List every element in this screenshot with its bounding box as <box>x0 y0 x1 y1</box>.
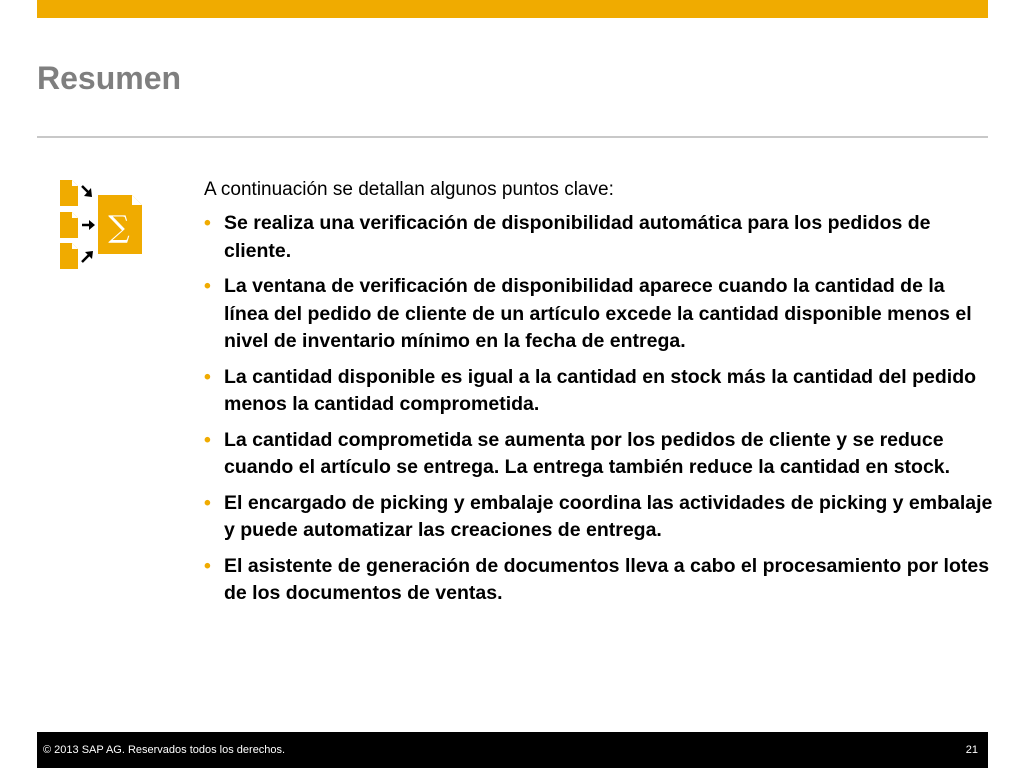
bullet-icon: • <box>204 365 211 388</box>
arrow-icon <box>82 251 93 262</box>
top-accent-bar <box>37 0 988 18</box>
list-item <box>204 427 994 482</box>
intro-text: A continuación se detallan algunos puntos clave: <box>204 179 614 200</box>
list-item <box>204 490 994 545</box>
footer-bar <box>37 732 988 768</box>
bullet-icon: • <box>204 428 211 451</box>
key-points-list <box>204 210 994 608</box>
document-fold <box>72 180 78 186</box>
list-item <box>204 553 994 608</box>
bullet-icon: • <box>204 554 211 577</box>
documents-summation-graphic <box>52 176 152 276</box>
document-fold <box>72 212 78 218</box>
content-area <box>204 176 994 616</box>
page-number: 21 <box>965 744 978 756</box>
copyright-text: © 2013 SAP AG. Reservados todos los derechos. <box>43 744 286 756</box>
list-item-text: El asistente de generación de documentos lleva a cabo el procesamiento por lotes de los documentos de ventas. <box>224 554 990 604</box>
list-item-text: El encargado de picking y embalaje coordina las actividades de picking y embalaje y puede automatizar las creaciones de entrega. <box>224 491 993 541</box>
list-item <box>204 210 994 265</box>
list-item <box>204 364 994 419</box>
bullet-icon: • <box>204 212 211 234</box>
documents-summation-icon <box>52 176 152 276</box>
document-fold <box>72 243 78 249</box>
sigma-icon: ∑ <box>108 210 130 245</box>
title-divider <box>37 136 988 138</box>
bullet-icon: • <box>204 491 211 514</box>
bullet-icon: • <box>204 275 211 297</box>
list-item-text: La cantidad disponible es igual a la cantidad en stock más la cantidad del pedido menos la cantidad comprometida. <box>224 365 977 415</box>
list-item-text: La ventana de verificación de disponibilidad aparece cuando la cantidad de la línea del pedido de cliente de un artículo excede la cantidad disponible menos el nivel de inventario mínimo en la fecha de entrega. <box>224 275 972 352</box>
slide-title: Resumen <box>37 60 182 96</box>
list-item <box>204 273 994 356</box>
arrow-icon <box>82 186 92 197</box>
document-fold <box>132 195 142 205</box>
arrow-icon <box>82 220 95 230</box>
list-item-text: Se realiza una verificación de disponibilidad automática para los pedidos de cliente. <box>224 212 931 262</box>
list-item-text: La cantidad comprometida se aumenta por los pedidos de cliente y se reduce cuando el artículo se entrega. La entrega también reduce la cantidad en stock. <box>224 428 951 478</box>
